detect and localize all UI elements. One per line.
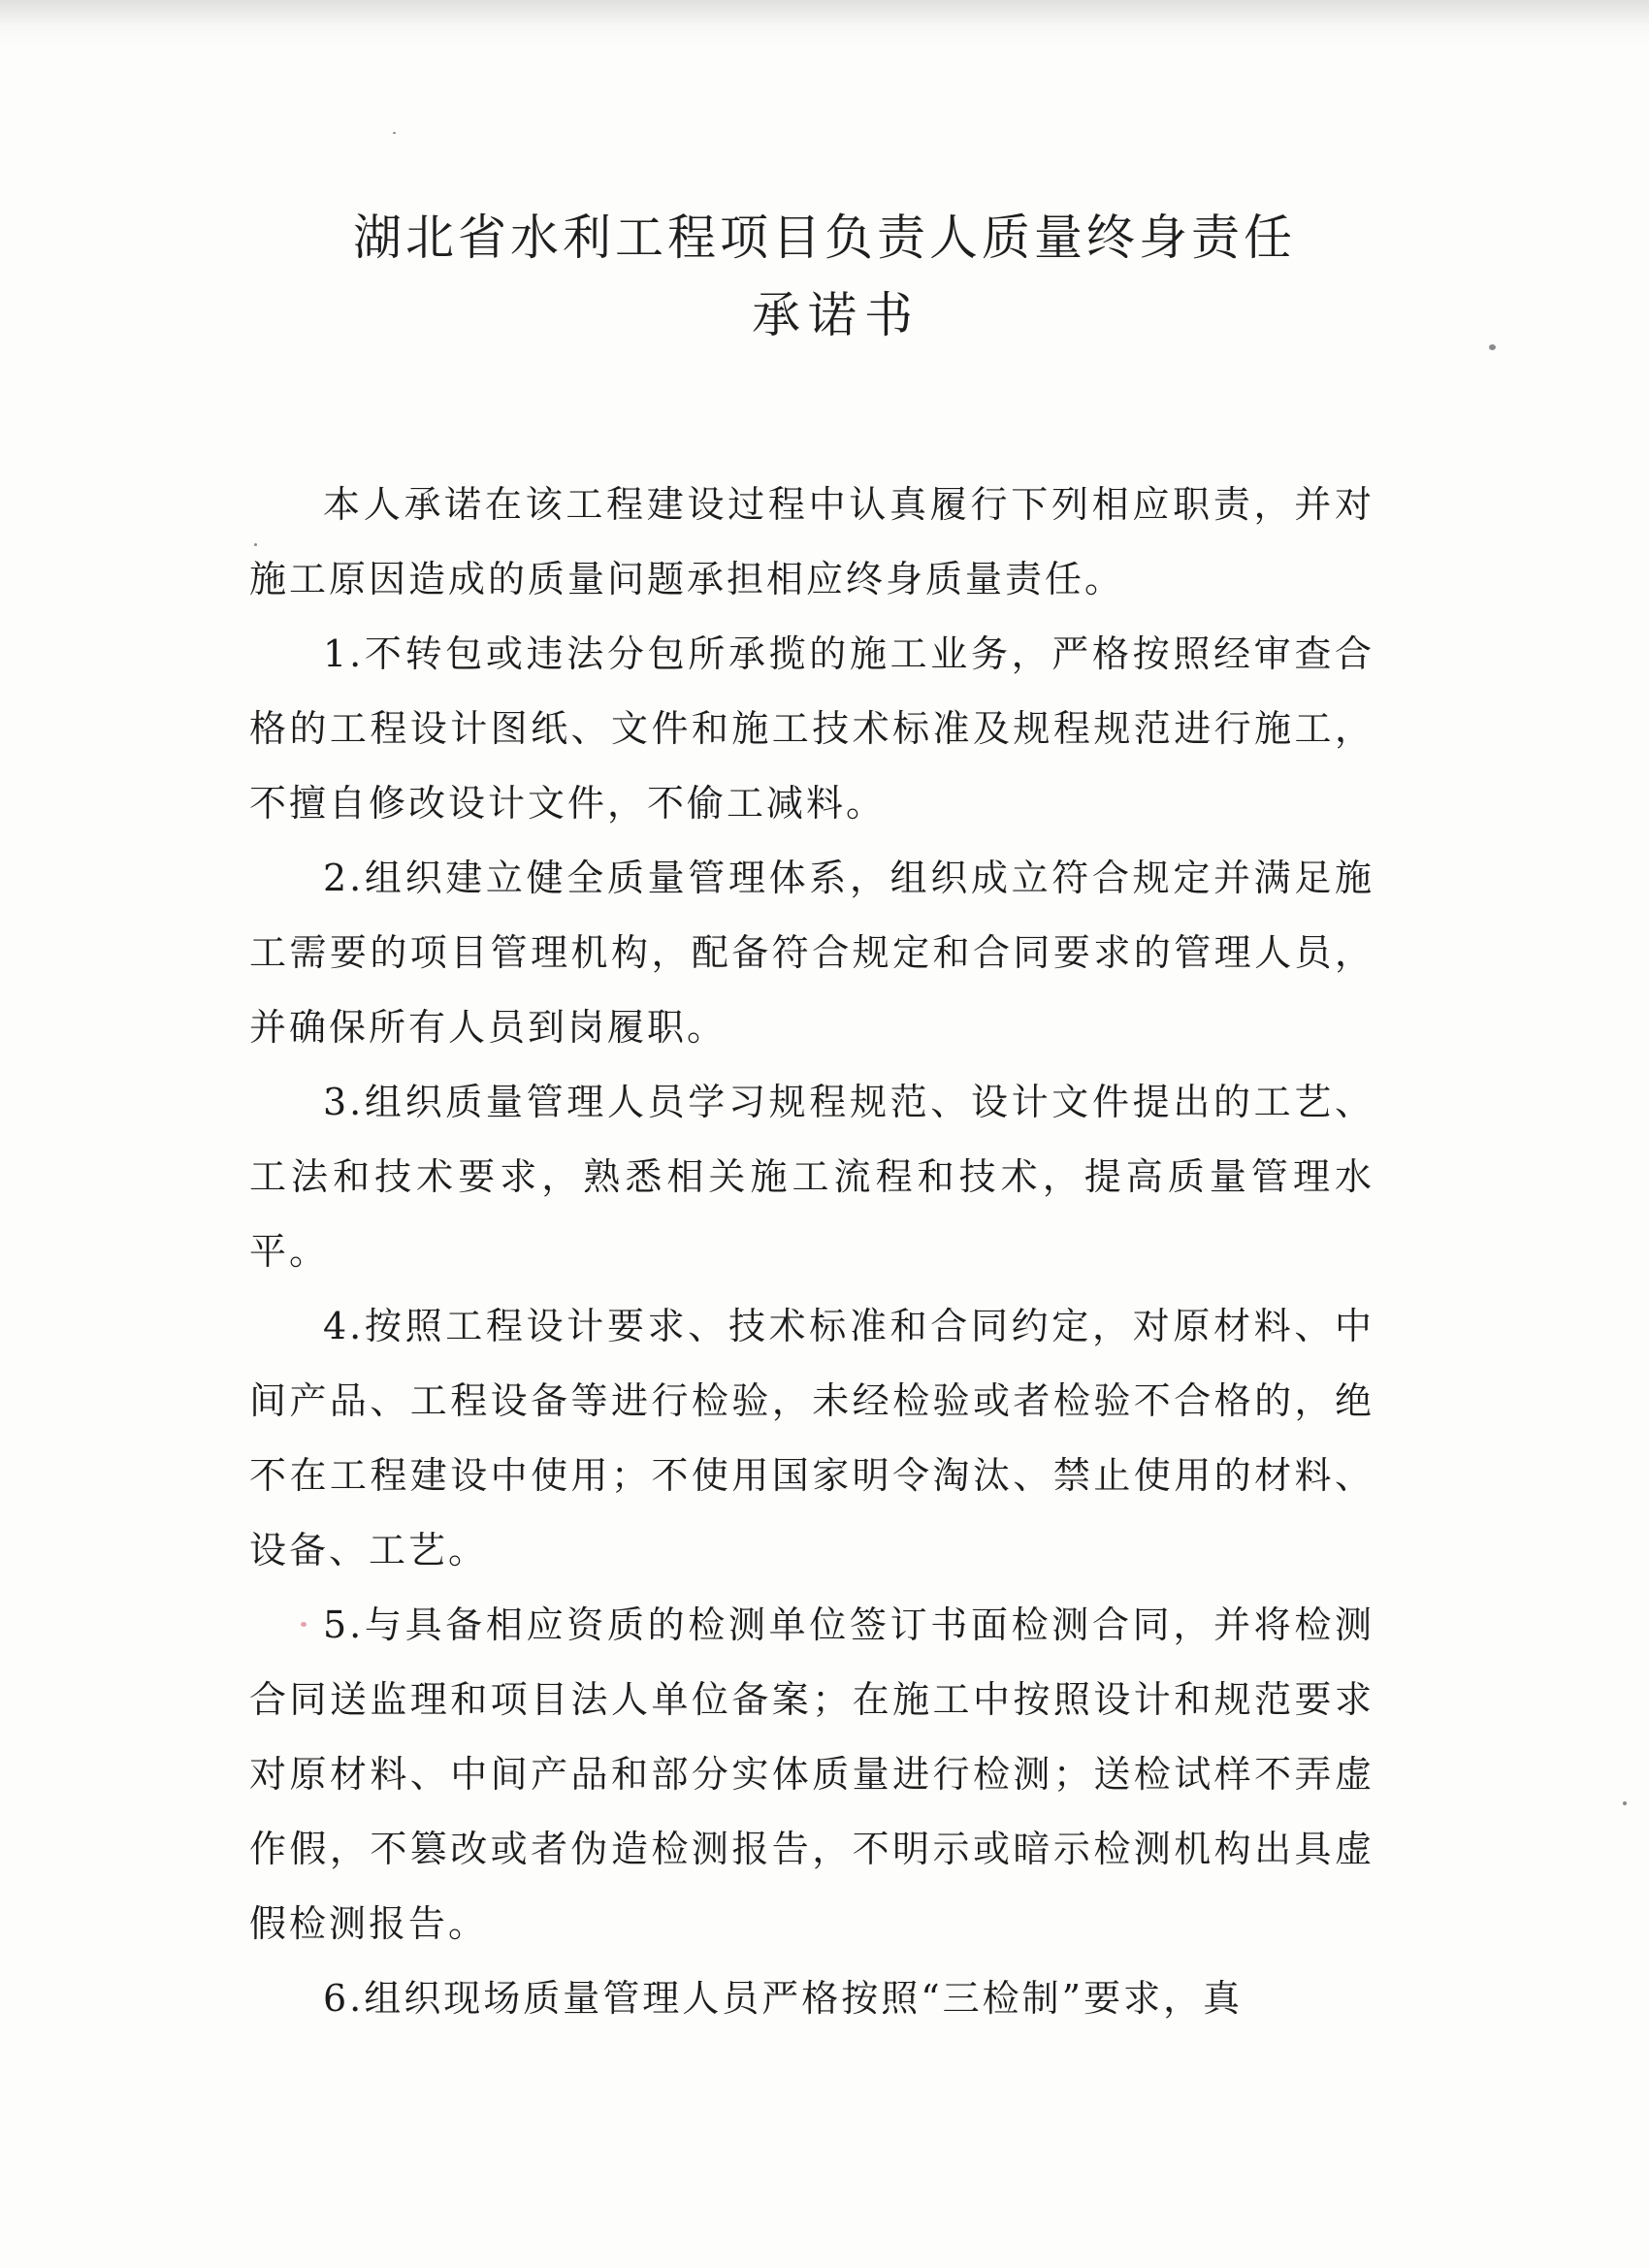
document-body <box>249 468 1374 2036</box>
scan-edge-shadow <box>0 0 1649 45</box>
paragraph-item-4: 4.按照工程设计要求、技术标准和合同约定，对原材料、中间产品、工程设备等进行检验，未经检验或者检验不合格的，绝不在工程建设中使用；不使用国家明令淘汰、禁止使用的材料、设备、工艺。 <box>249 1305 1374 1571</box>
document-title <box>0 199 1649 354</box>
scan-speck <box>1623 1801 1627 1805</box>
paragraph-item-1: 1.不转包或违法分包所承揽的施工业务，严格按照经审查合格的工程设计图纸、文件和施工技术标准及规程规范进行施工，不擅自修改设计文件，不偷工减料。 <box>249 632 1374 825</box>
title-line-1: 湖北省水利工程项目负责人质量终身责任 <box>353 210 1296 266</box>
scan-speck <box>393 132 396 134</box>
title-line-2: 承诺书 <box>752 287 921 343</box>
paragraph-item-3: 3.组织质量管理人员学习规程规范、设计文件提出的工艺、工法和技术要求，熟悉相关施工流程和技术，提高质量管理水平。 <box>249 1081 1374 1273</box>
paragraph-item-6: 6.组织现场质量管理人员严格按照“三检制”要求，真 <box>323 1977 1244 2020</box>
paragraph-item-5: 5.与具备相应资质的检测单位签订书面检测合同，并将检测合同送监理和项目法人单位备案；在施工中按照设计和规范要求对原材料、中间产品和部分实体质量进行检测；送检试样不弄虚作假，不篡改或者伪造检测报告，不明示或暗示检测机构出具虚假检测报告。 <box>249 1604 1374 1945</box>
paragraph-intro: 本人承诺在该工程建设过程中认真履行下列相应职责，并对施工原因造成的质量问题承担相应终身质量责任。 <box>249 483 1374 600</box>
paragraph-item-2: 2.组织建立健全质量管理体系，组织成立符合规定并满足施工需要的项目管理机构，配备符合规定和合同要求的管理人员，并确保所有人员到岗履职。 <box>249 857 1374 1049</box>
